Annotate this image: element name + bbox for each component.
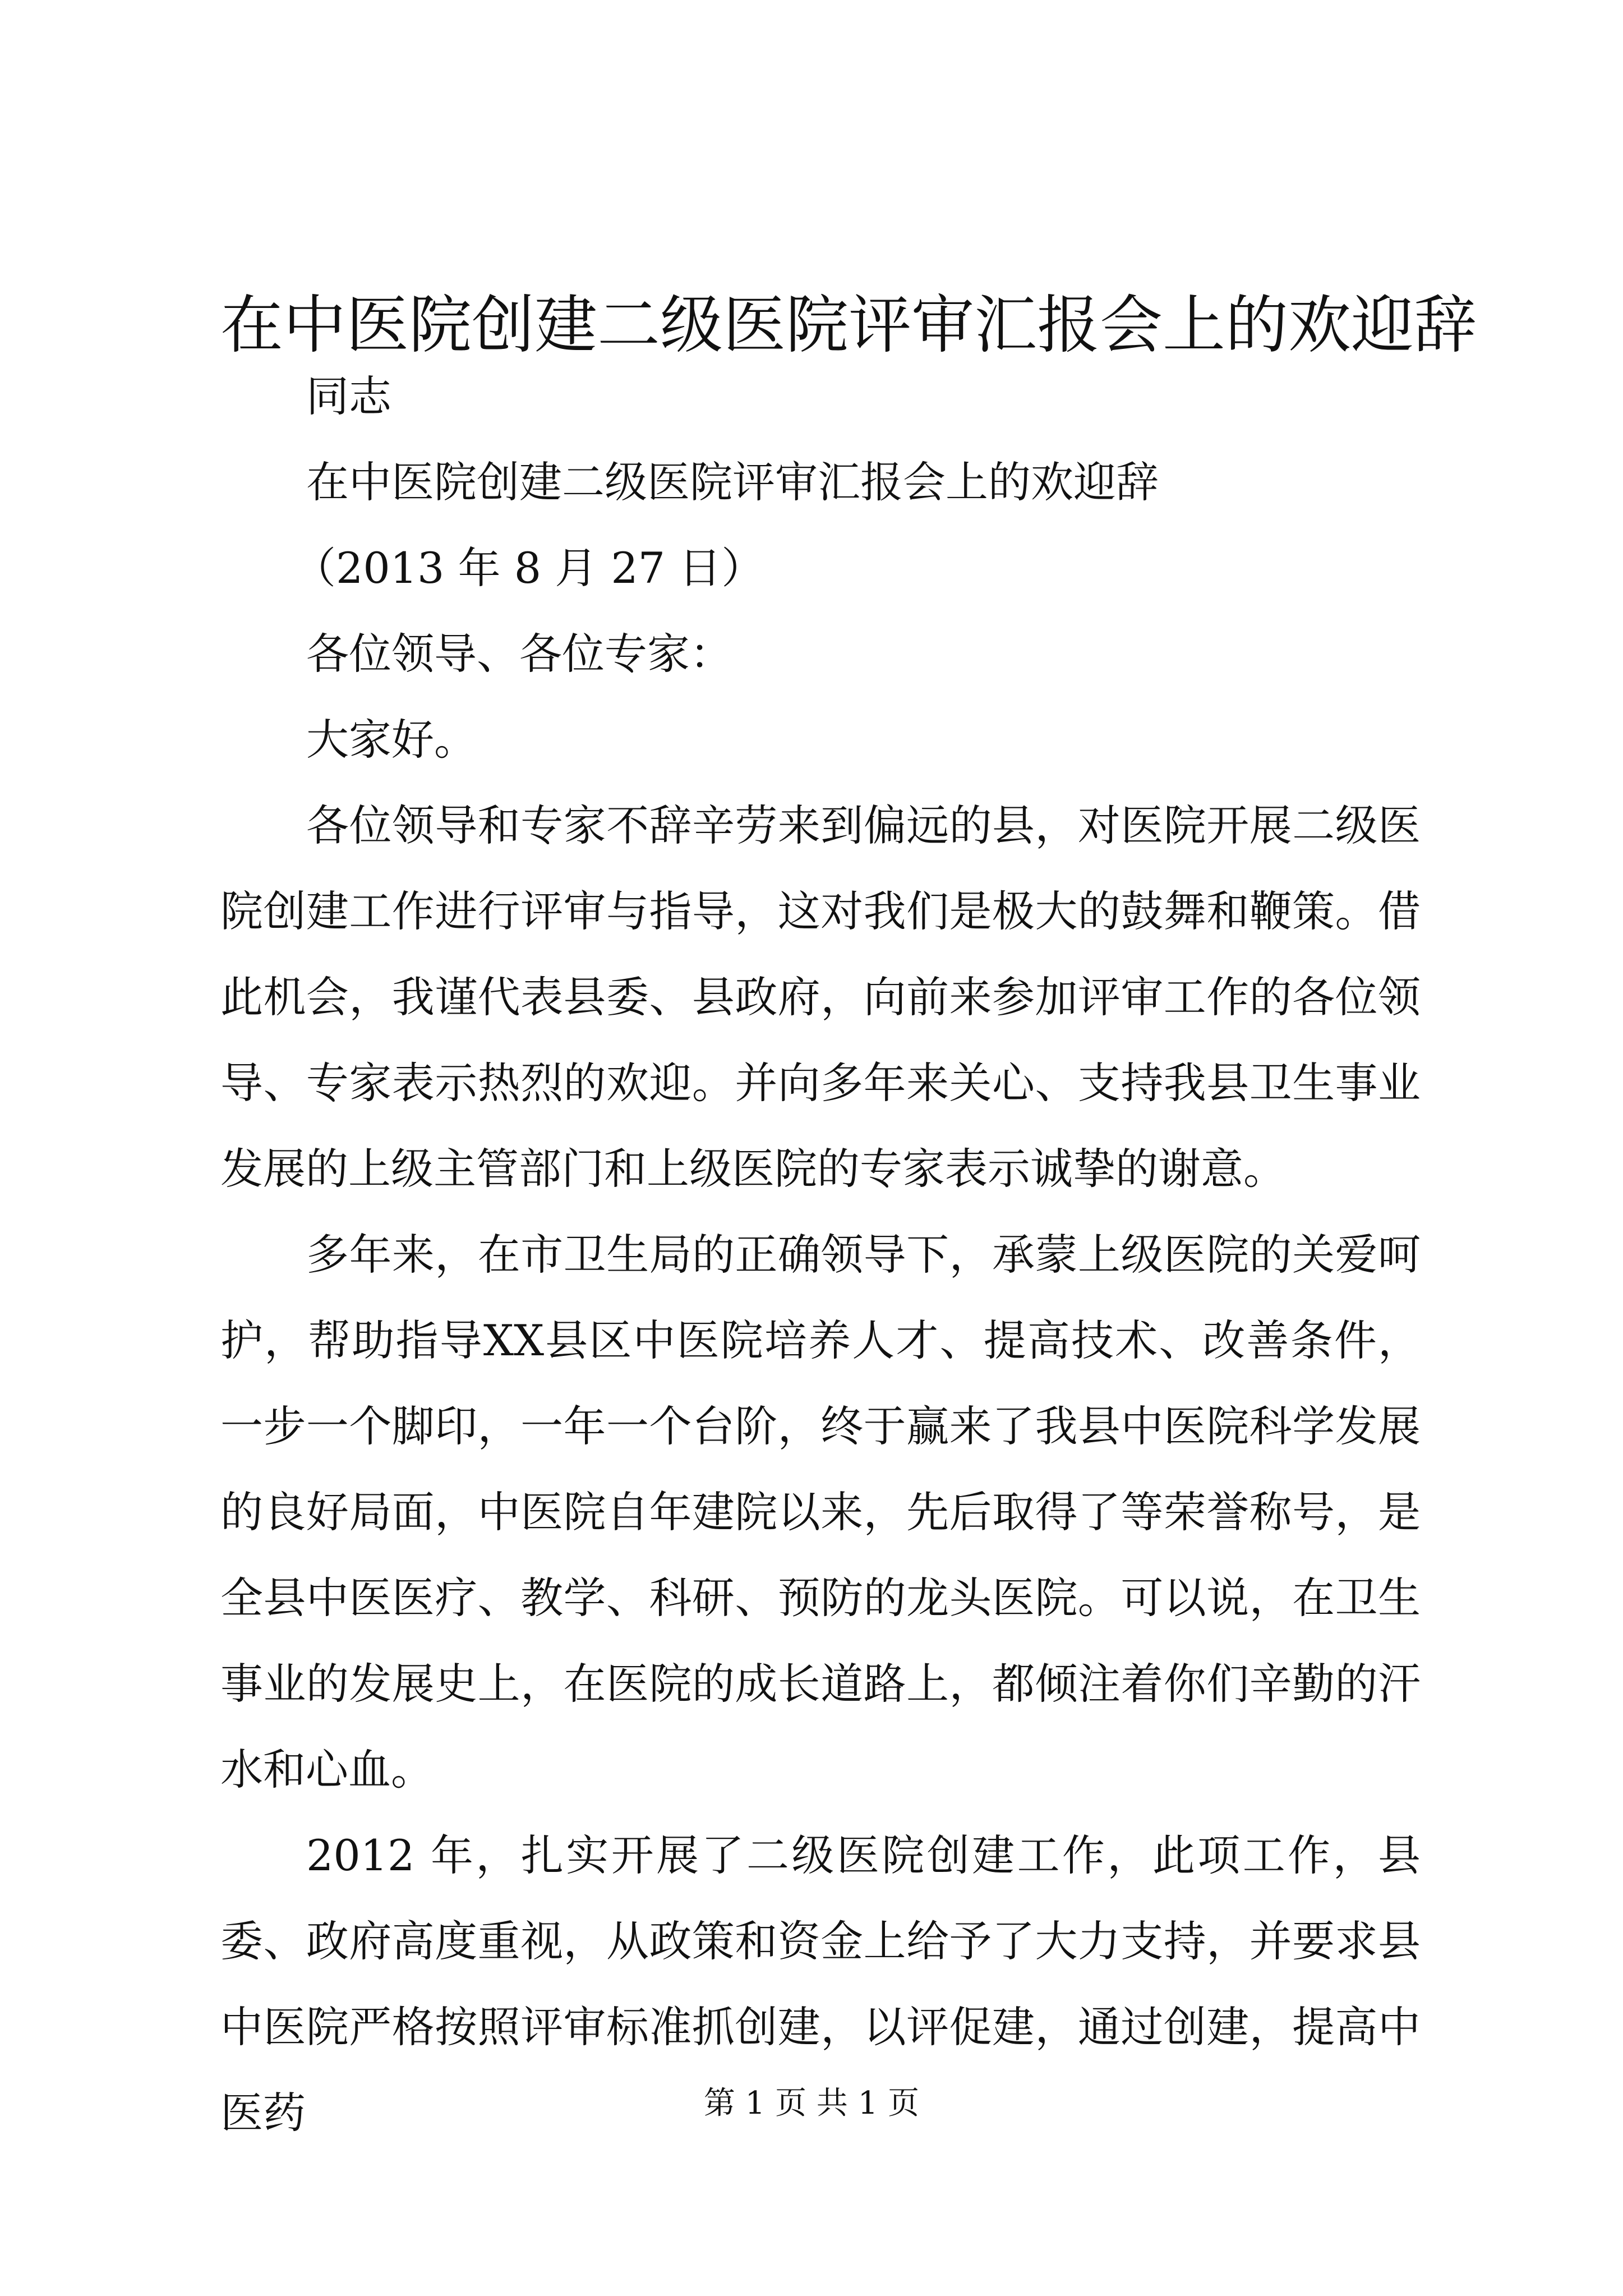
date-line: （2013 年 8 月 27 日） (293, 543, 764, 593)
paragraph-welcome: 各位领导和专家不辞辛劳来到偏远的县，对医院开展二级医院创建工作进行评审与指导，这对我们是极大的鼓舞和鞭策。借此机会，我谨代表县委、县政府，向前来参加评审工作的各位领导、专家表示热烈的欢迎。并向多年来关心、支持我县卫生事业发展的上级主管部门和上级医院的专家表示诚挚的谢意。 (220, 800, 1421, 1194)
paragraph-history: 多年来，在市卫生局的正确领导下，承蒙上级医院的关爱呵护，帮助指导XX县区中医院培养人才、提高技术、改善条件，一步一个脚印，一年一个台阶，终于赢来了我县中医院科学发展的良好局面，中医院自年建院以来，先后取得了等荣誉称号，是全县中医医疗、教学、科研、预防的龙头医院。可以说，在卫生事业的发展史上，在医院的成长道路上，都倾注着你们辛勤的汗水和心血。 (220, 1230, 1421, 1795)
paragraph-2012: 2012 年，扎实开展了二级医院创建工作，此项工作，县委、政府高度重视，从政策和资金上给予了大力支持，并要求县中医院严格按照评审标准抓创建，以评促建，通过创建，提高中医药 (220, 1830, 1421, 2138)
recipient-line: 同志 (306, 371, 391, 421)
document-body (220, 353, 1421, 2156)
speech-title-line: 在中医院创建二级医院评审汇报会上的欢迎辞 (306, 457, 1159, 507)
greeting-line: 大家好。 (306, 715, 477, 765)
page-footer: 第 1 页 共 1 页 (703, 2085, 920, 2122)
document-title: 在中医院创建二级医院评审汇报会上的欢迎辞 (220, 289, 1477, 362)
salutation-line: 各位领导、各位专家： (306, 629, 732, 679)
